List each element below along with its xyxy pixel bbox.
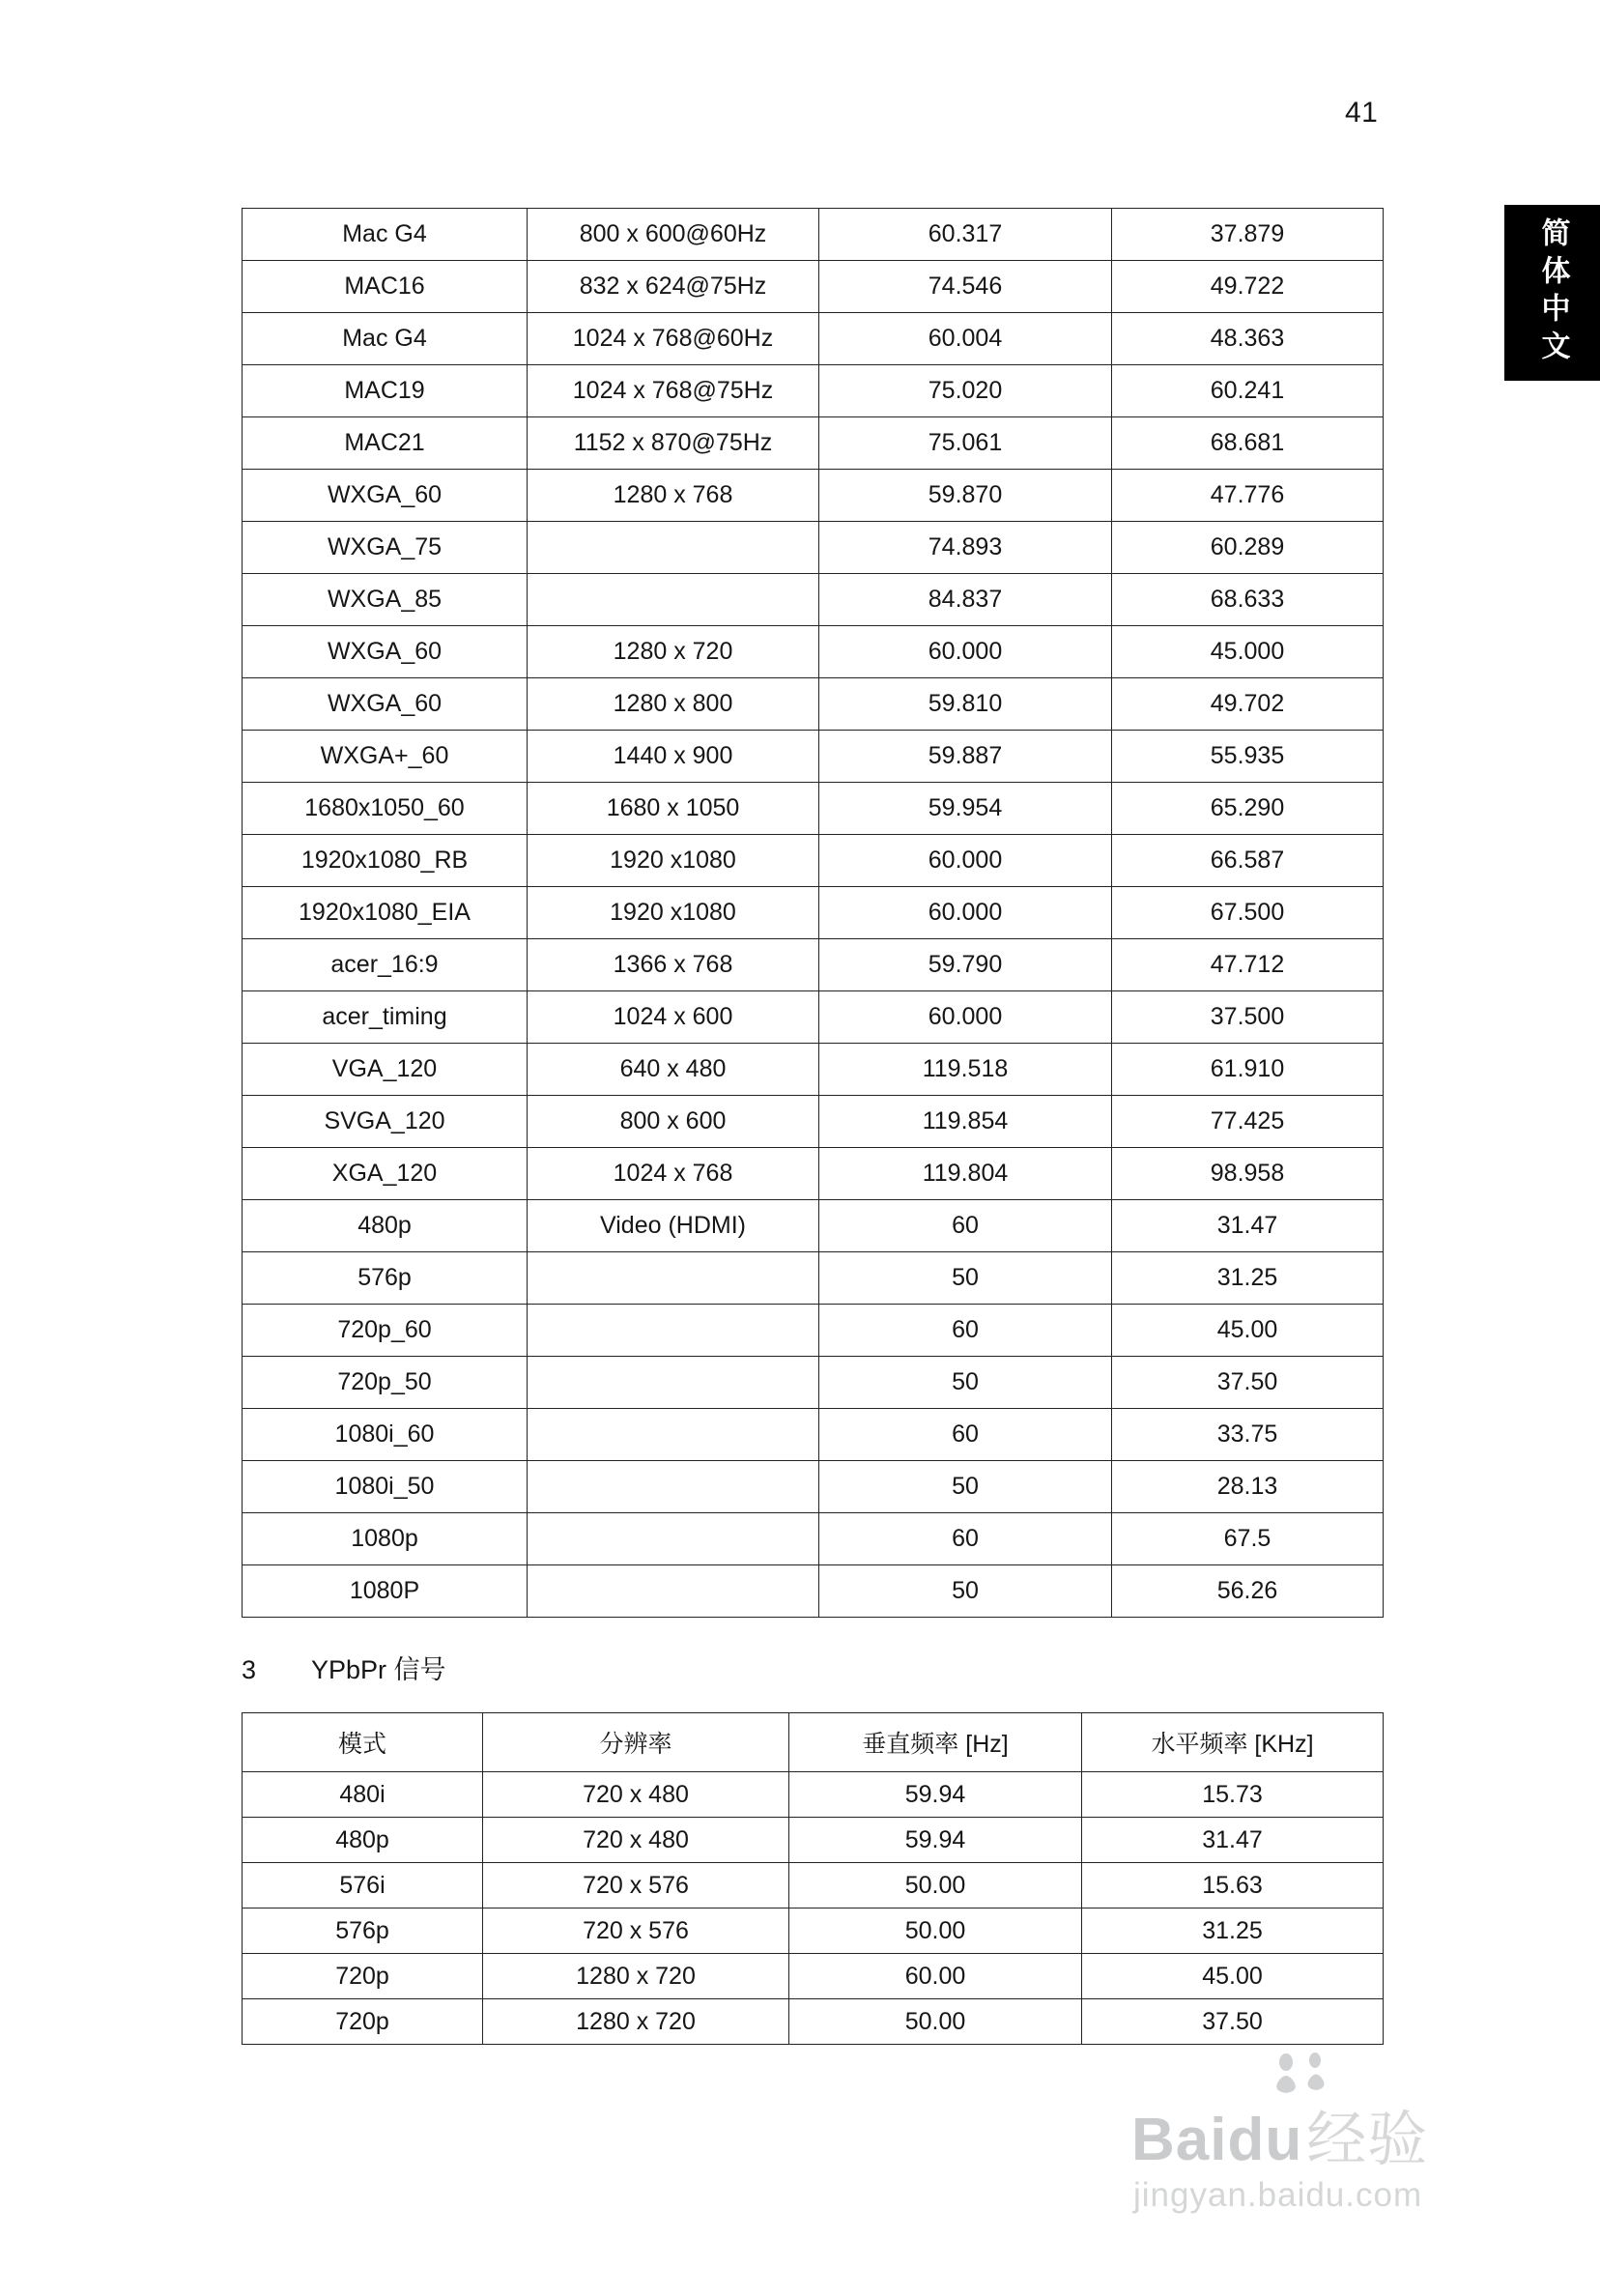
column-header-horizontal-frequency: 水平频率 [KHz] [1082,1713,1384,1772]
mode-cell: 576p [243,1252,528,1305]
table-row [243,1357,1384,1409]
table-row [243,1909,1384,1954]
table-row [243,1148,1384,1200]
horizontal-frequency-cell: 68.633 [1112,574,1384,626]
resolution-cell [528,1565,819,1618]
table-row [243,1200,1384,1252]
resolution-cell: 720 x 576 [483,1909,789,1954]
language-tab-label: 简体中文 [1536,217,1569,368]
mode-cell: 720p [243,1954,483,1999]
resolution-cell [528,1409,819,1461]
mode-cell: WXGA_60 [243,626,528,678]
table-row [243,1999,1384,2045]
language-tab [1504,205,1600,381]
mode-cell: acer_16:9 [243,939,528,991]
horizontal-frequency-cell: 60.241 [1112,365,1384,417]
table-row [243,1565,1384,1618]
mode-cell: 1920x1080_RB [243,835,528,887]
table-row [243,313,1384,365]
horizontal-frequency-cell: 49.722 [1112,261,1384,313]
watermark-brand [1131,2091,1428,2177]
resolution-cell [528,1305,819,1357]
resolution-cell: 1920 x1080 [528,835,819,887]
vertical-frequency-cell: 60 [819,1513,1112,1565]
timing-table [242,208,1384,1618]
table-row [243,261,1384,313]
mode-cell: 1920x1080_EIA [243,887,528,939]
resolution-cell: 1280 x 720 [483,1954,789,1999]
table-row [243,835,1384,887]
resolution-cell: 1024 x 768 [528,1148,819,1200]
table-row [243,1252,1384,1305]
table-header-row [243,1713,1384,1772]
vertical-frequency-cell: 50 [819,1461,1112,1513]
vertical-frequency-cell: 59.94 [789,1818,1082,1863]
table-row [243,1461,1384,1513]
vertical-frequency-cell: 59.94 [789,1772,1082,1818]
resolution-cell [528,1252,819,1305]
watermark-url: jingyan.baidu.com [1133,2176,1423,2214]
resolution-cell: 1680 x 1050 [528,783,819,835]
mode-cell: 1080i_60 [243,1409,528,1461]
vertical-frequency-cell: 119.854 [819,1096,1112,1148]
table-row [243,1513,1384,1565]
mode-cell: acer_timing [243,991,528,1044]
resolution-cell: 1920 x1080 [528,887,819,939]
vertical-frequency-cell: 60.000 [819,835,1112,887]
mode-cell: 480i [243,1772,483,1818]
resolution-cell [528,574,819,626]
mode-cell: VGA_120 [243,1044,528,1096]
table-row [243,1863,1384,1909]
vertical-frequency-cell: 50 [819,1565,1112,1618]
ypbpr-section-heading [242,1649,446,1686]
table-row [243,522,1384,574]
column-header-mode: 模式 [243,1713,483,1772]
resolution-cell: 1440 x 900 [528,731,819,783]
table-row [243,783,1384,835]
resolution-cell: 640 x 480 [528,1044,819,1096]
mode-cell: WXGA+_60 [243,731,528,783]
resolution-cell: 1366 x 768 [528,939,819,991]
horizontal-frequency-cell: 98.958 [1112,1148,1384,1200]
table-row [243,939,1384,991]
page-number: 41 [1345,97,1379,129]
horizontal-frequency-cell: 31.25 [1112,1252,1384,1305]
horizontal-frequency-cell: 15.63 [1082,1863,1384,1909]
vertical-frequency-cell: 50.00 [789,1863,1082,1909]
resolution-cell: 1024 x 768@60Hz [528,313,819,365]
resolution-cell: 1024 x 600 [528,991,819,1044]
horizontal-frequency-cell: 48.363 [1112,313,1384,365]
mode-cell: 576p [243,1909,483,1954]
resolution-cell: 800 x 600@60Hz [528,209,819,261]
horizontal-frequency-cell: 45.000 [1112,626,1384,678]
horizontal-frequency-cell: 60.289 [1112,522,1384,574]
vertical-frequency-cell: 119.518 [819,1044,1112,1096]
mode-cell: 576i [243,1863,483,1909]
mode-cell: WXGA_60 [243,678,528,731]
vertical-frequency-cell: 50.00 [789,1909,1082,1954]
horizontal-frequency-cell: 47.776 [1112,470,1384,522]
horizontal-frequency-cell: 33.75 [1112,1409,1384,1461]
watermark [1126,2052,1589,2246]
mode-cell: 720p [243,1999,483,2045]
resolution-cell [528,1513,819,1565]
mode-cell: SVGA_120 [243,1096,528,1148]
resolution-cell: Video (HDMI) [528,1200,819,1252]
resolution-cell: 1280 x 720 [528,626,819,678]
mode-cell: 480p [243,1818,483,1863]
watermark-brand-en: Baidu [1131,2107,1303,2173]
horizontal-frequency-cell: 37.879 [1112,209,1384,261]
horizontal-frequency-cell: 31.25 [1082,1909,1384,1954]
column-header-vertical-frequency: 垂直频率 [Hz] [789,1713,1082,1772]
table-row [243,417,1384,470]
resolution-cell: 832 x 624@75Hz [528,261,819,313]
vertical-frequency-cell: 59.810 [819,678,1112,731]
vertical-frequency-cell: 59.870 [819,470,1112,522]
vertical-frequency-cell: 60.000 [819,991,1112,1044]
vertical-frequency-cell: 59.954 [819,783,1112,835]
mode-cell: Mac G4 [243,209,528,261]
table-row [243,470,1384,522]
vertical-frequency-cell: 60 [819,1200,1112,1252]
horizontal-frequency-cell: 66.587 [1112,835,1384,887]
resolution-cell: 720 x 480 [483,1772,789,1818]
table-row [243,1954,1384,1999]
table-row [243,731,1384,783]
vertical-frequency-cell: 84.837 [819,574,1112,626]
vertical-frequency-cell: 50 [819,1252,1112,1305]
vertical-frequency-cell: 60.000 [819,626,1112,678]
resolution-cell [528,1357,819,1409]
mode-cell: 1080P [243,1565,528,1618]
resolution-cell: 1152 x 870@75Hz [528,417,819,470]
resolution-cell: 1024 x 768@75Hz [528,365,819,417]
table-row [243,574,1384,626]
vertical-frequency-cell: 119.804 [819,1148,1112,1200]
horizontal-frequency-cell: 55.935 [1112,731,1384,783]
horizontal-frequency-cell: 15.73 [1082,1772,1384,1818]
vertical-frequency-cell: 60 [819,1409,1112,1461]
vertical-frequency-cell: 75.061 [819,417,1112,470]
horizontal-frequency-cell: 37.50 [1112,1357,1384,1409]
vertical-frequency-cell: 50 [819,1357,1112,1409]
resolution-cell: 720 x 576 [483,1863,789,1909]
horizontal-frequency-cell: 45.00 [1112,1305,1384,1357]
horizontal-frequency-cell: 67.500 [1112,887,1384,939]
horizontal-frequency-cell: 31.47 [1082,1818,1384,1863]
horizontal-frequency-cell: 47.712 [1112,939,1384,991]
table-row [243,991,1384,1044]
table-row [243,1096,1384,1148]
table-row [243,1772,1384,1818]
table-row [243,365,1384,417]
table-row [243,887,1384,939]
mode-cell: MAC19 [243,365,528,417]
horizontal-frequency-cell: 65.290 [1112,783,1384,835]
vertical-frequency-cell: 60.000 [819,887,1112,939]
resolution-cell [528,522,819,574]
horizontal-frequency-cell: 37.50 [1082,1999,1384,2045]
horizontal-frequency-cell: 28.13 [1112,1461,1384,1513]
section-number: 3 [242,1655,257,1684]
horizontal-frequency-cell: 67.5 [1112,1513,1384,1565]
mode-cell: XGA_120 [243,1148,528,1200]
resolution-cell: 720 x 480 [483,1818,789,1863]
baidu-logo-icon [1272,2052,1332,2095]
table-row [243,1409,1384,1461]
table-row [243,209,1384,261]
horizontal-frequency-cell: 68.681 [1112,417,1384,470]
horizontal-frequency-cell: 49.702 [1112,678,1384,731]
table-row [243,678,1384,731]
mode-cell: 720p_50 [243,1357,528,1409]
mode-cell: 1080p [243,1513,528,1565]
vertical-frequency-cell: 75.020 [819,365,1112,417]
horizontal-frequency-cell: 37.500 [1112,991,1384,1044]
mode-cell: Mac G4 [243,313,528,365]
mode-cell: WXGA_75 [243,522,528,574]
horizontal-frequency-cell: 56.26 [1112,1565,1384,1618]
resolution-cell: 1280 x 800 [528,678,819,731]
mode-cell: WXGA_85 [243,574,528,626]
table-row [243,1044,1384,1096]
table-row [243,1818,1384,1863]
vertical-frequency-cell: 59.887 [819,731,1112,783]
horizontal-frequency-cell: 61.910 [1112,1044,1384,1096]
resolution-cell: 1280 x 720 [483,1999,789,2045]
section-title: YPbPr 信号 [311,1655,446,1684]
watermark-brand-cn: 经验 [1306,2107,1429,2173]
vertical-frequency-cell: 60.004 [819,313,1112,365]
vertical-frequency-cell: 50.00 [789,1999,1082,2045]
vertical-frequency-cell: 74.893 [819,522,1112,574]
resolution-cell: 1280 x 768 [528,470,819,522]
mode-cell: MAC21 [243,417,528,470]
ypbpr-table [242,1712,1384,2045]
vertical-frequency-cell: 60.00 [789,1954,1082,1999]
vertical-frequency-cell: 60 [819,1305,1112,1357]
table-row [243,1305,1384,1357]
resolution-cell: 800 x 600 [528,1096,819,1148]
mode-cell: 720p_60 [243,1305,528,1357]
column-header-resolution: 分辨率 [483,1713,789,1772]
vertical-frequency-cell: 59.790 [819,939,1112,991]
horizontal-frequency-cell: 77.425 [1112,1096,1384,1148]
horizontal-frequency-cell: 31.47 [1112,1200,1384,1252]
mode-cell: WXGA_60 [243,470,528,522]
vertical-frequency-cell: 60.317 [819,209,1112,261]
mode-cell: 1680x1050_60 [243,783,528,835]
vertical-frequency-cell: 74.546 [819,261,1112,313]
horizontal-frequency-cell: 45.00 [1082,1954,1384,1999]
mode-cell: 1080i_50 [243,1461,528,1513]
mode-cell: MAC16 [243,261,528,313]
resolution-cell [528,1461,819,1513]
table-row [243,626,1384,678]
mode-cell: 480p [243,1200,528,1252]
